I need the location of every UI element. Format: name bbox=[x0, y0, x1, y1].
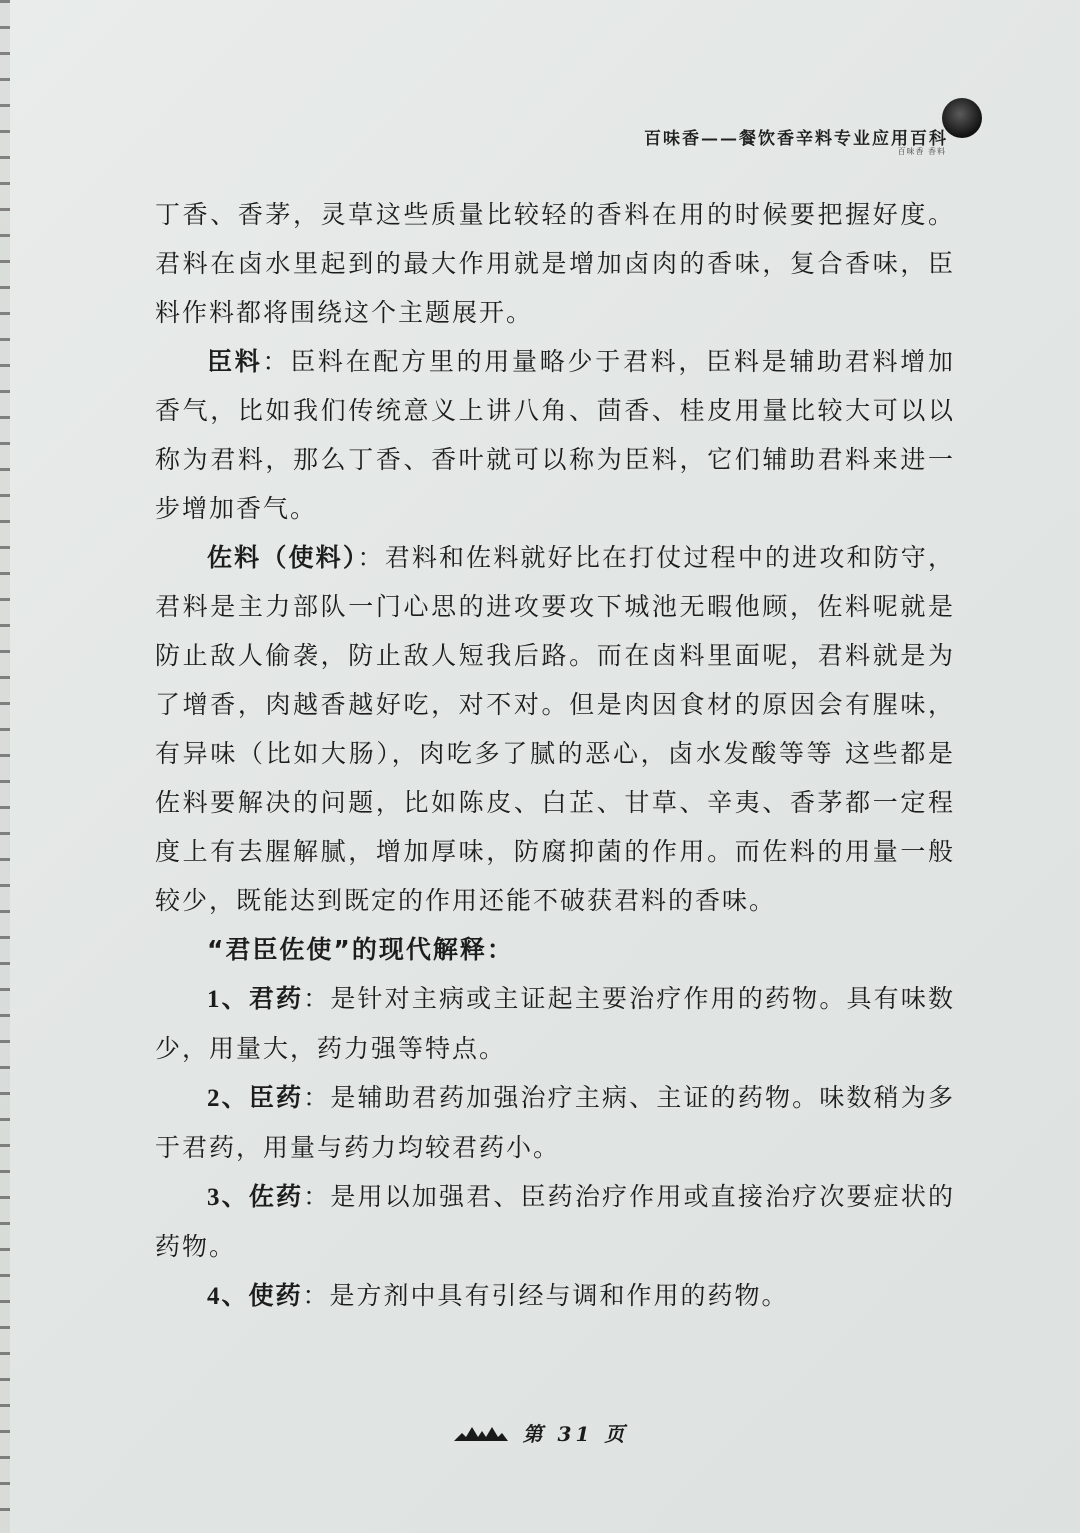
page-number: 第 31 页 bbox=[522, 1422, 629, 1446]
paragraph-2 bbox=[155, 337, 955, 533]
item-1-term: 君药 bbox=[248, 984, 304, 1013]
lotus-ornament-icon bbox=[452, 1423, 510, 1443]
logo-caption: 百味香 香料 bbox=[897, 147, 946, 156]
paragraph-2-text: ：臣料在配方里的用量略少于君料，臣料是辅助君料增加香气，比如我们传统意义上讲八角、茴香、桂皮用量比较大可以以称为君料，那么丁香、香叶就可以称为臣料，它们辅助君料来进一步增加香气。 bbox=[155, 347, 955, 523]
item-3-term: 佐药 bbox=[248, 1182, 304, 1211]
body-text bbox=[155, 190, 955, 1321]
running-header: 百味香——餐饮香辛料专业应用百科 bbox=[644, 129, 948, 149]
item-4-term: 使药 bbox=[248, 1281, 303, 1310]
item-3-text: ：是用以加强君、臣药治疗作用或直接治疗次要症状的药物。 bbox=[155, 1182, 955, 1261]
binding-edge bbox=[0, 0, 10, 1533]
paragraph-2-lead: 臣料 bbox=[207, 347, 263, 376]
item-4-text: ：是方剂中具有引经与调和作用的药物。 bbox=[302, 1281, 789, 1310]
item-3: 3、佐药：是用以加强君、臣药治疗作用或直接治疗次要症状的药物。 bbox=[155, 1182, 955, 1261]
brand-logo-icon bbox=[942, 98, 982, 138]
item-2-term: 臣药 bbox=[248, 1083, 304, 1112]
item-2-text: ：是辅助君药加强治疗主病、主证的药物。味数稍为多于君药，用量与药力均较君药小。 bbox=[155, 1083, 955, 1162]
item-4: 4、使药：是方剂中具有引经与调和作用的药物。 bbox=[207, 1281, 789, 1310]
item-1: 1、君药：是针对主病或主证起主要治疗作用的药物。具有味数少，用量大，药力强等特点。 bbox=[155, 984, 955, 1063]
paragraph-3 bbox=[155, 533, 955, 925]
paragraph-1: 丁香、香茅，灵草这些质量比较轻的香料在用的时候要把握好度。君料在卤水里起到的最大作用就是增加卤肉的香味，复合香味，臣料作料都将围绕这个主题展开。 bbox=[155, 200, 955, 327]
page-footer bbox=[0, 1418, 1080, 1447]
section-title: “君臣佐使”的现代解释： bbox=[207, 935, 514, 964]
item-1-text: ：是针对主病或主证起主要治疗作用的药物。具有味数少，用量大，药力强等特点。 bbox=[155, 984, 955, 1063]
item-2: 2、臣药：是辅助君药加强治疗主病、主证的药物。味数稍为多于君药，用量与药力均较君药小。 bbox=[155, 1083, 955, 1162]
paragraph-3-lead: 佐料（使料） bbox=[207, 543, 358, 572]
paragraph-3-text: ：君料和佐料就好比在打仗过程中的进攻和防守，君料是主力部队一门心思的进攻要攻下城池无暇他顾，佐料呢就是防止敌人偷袭，防止敌人短我后路。而在卤料里面呢，君料就是为了增香，肉越香越好吃，对不对。但是肉因食材的原因会有腥味，有异味（比如大肠），肉吃多了腻的恶心，卤水发酸等等 这些都是佐料要解决的问题，比如陈皮、白芷、甘草、辛夷、香茅都一定程度上有去腥解腻，增加厚味，防腐抑菌的作用。而佐料的用量一般较少，既能达到既定的作用还能不破获君料的香味。 bbox=[155, 543, 955, 915]
